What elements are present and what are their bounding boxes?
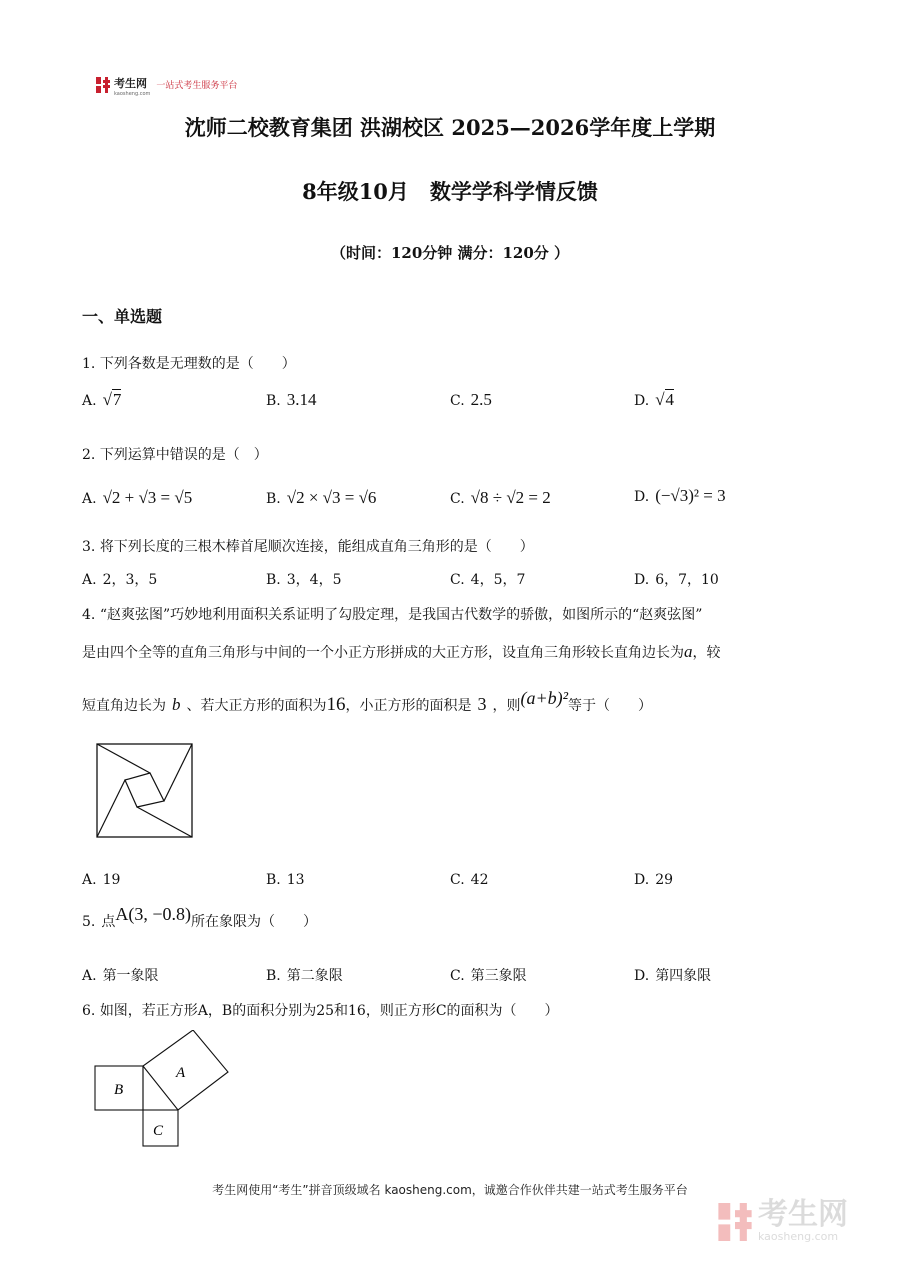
option-b[interactable] (266, 488, 376, 508)
question-number: 5. (82, 914, 96, 930)
option-label: B. (266, 872, 281, 888)
question-number: 2. (82, 447, 96, 463)
option-label: D. (634, 872, 650, 888)
option-label: C. (450, 872, 465, 888)
option-c[interactable] (450, 965, 527, 985)
option-value: 第一象限 (102, 968, 159, 984)
squares-diagram (94, 1030, 230, 1148)
option-value: 42 (470, 872, 489, 888)
option-value: √2 + √3 = √5 (102, 488, 193, 507)
question-text: 是由四个全等的直角三角形与中间的一个小正方形拼成的大正方形，设直角三角形较长直角边长为 (82, 645, 684, 661)
question-text: ，较 (692, 645, 721, 661)
option-value: 第四象限 (655, 968, 712, 984)
question-4-line-3 (82, 688, 653, 716)
option-a[interactable] (82, 872, 120, 888)
question-text: “赵爽弦图”巧妙地利用面积关系证明了勾股定理，是我国古代数学的骄傲，如图所示的“赵爽弦图” (99, 607, 703, 623)
option-d[interactable] (634, 569, 719, 589)
option-label: A. (82, 572, 97, 588)
option-label: B. (266, 572, 281, 588)
option-b[interactable] (266, 965, 343, 985)
option-a[interactable] (82, 488, 192, 508)
question-1 (82, 353, 296, 373)
question-text: 下列运算中错误的是（ ） (99, 447, 268, 463)
question-4-line-1 (82, 604, 702, 624)
option-value: 第二象限 (286, 968, 343, 984)
option-label: A. (82, 968, 97, 984)
option-value: 3.14 (286, 390, 317, 409)
option-label: C. (450, 968, 465, 984)
option-value: 29 (655, 872, 674, 888)
option-d[interactable] (634, 872, 673, 888)
option-label: D. (634, 968, 650, 984)
option-c[interactable] (450, 390, 492, 410)
label-a: A (176, 1065, 186, 1081)
option-label: D. (634, 489, 650, 505)
option-label: B. (266, 968, 281, 984)
option-label: A. (82, 393, 97, 409)
option-b[interactable] (266, 872, 305, 888)
option-value: 2，3，5 (102, 572, 158, 588)
question-text: ，小正方形的面积是 (345, 698, 472, 714)
question-text: 、若大正方形的面积为 (186, 698, 327, 714)
option-label: B. (266, 491, 281, 507)
question-5 (82, 904, 317, 931)
option-c[interactable] (450, 569, 525, 589)
exam-meta: （时间：120分钟 满分：120分 ） (330, 244, 570, 262)
option-label: A. (82, 872, 97, 888)
exam-subtitle: 8年级10月 数学学科学情反馈 (302, 179, 598, 204)
question-text: 等于（ ） (568, 698, 653, 714)
option-label: B. (266, 393, 281, 409)
question-text: ，则 (492, 698, 521, 714)
option-value: (−√3)² = 3 (655, 486, 726, 505)
exam-title: 沈师二校教育集团 洪湖校区 2025—2026学年度上学期 (184, 115, 716, 140)
question-text: 下列各数是无理数的是（ ） (99, 356, 296, 372)
watermark-domain: kaosheng.com (758, 1230, 839, 1243)
option-a[interactable] (82, 965, 159, 985)
question-number: 1. (82, 356, 96, 372)
small-square-area: 3 (477, 694, 487, 714)
site-logo (96, 72, 237, 97)
option-label: C. (450, 491, 465, 507)
option-d[interactable] (634, 965, 711, 985)
option-value: 13 (286, 872, 305, 888)
label-b: B (114, 1082, 124, 1098)
option-b[interactable] (266, 390, 317, 410)
logo-icon (96, 77, 110, 93)
variable-a: a (684, 642, 693, 661)
watermark-name: 考生网 (758, 1197, 848, 1232)
option-label: D. (634, 572, 650, 588)
option-c[interactable] (450, 488, 551, 508)
question-text: 所在象限为（ ） (191, 914, 317, 930)
option-label: A. (82, 491, 97, 507)
expression: (a+b)² (520, 688, 569, 708)
option-a[interactable] (82, 390, 121, 410)
option-value: 3，4，5 (286, 572, 342, 588)
option-c[interactable] (450, 872, 489, 888)
question-3 (82, 536, 534, 556)
question-number: 3. (82, 539, 96, 555)
watermark-logo-icon (718, 1203, 752, 1241)
option-value: 4，5，7 (470, 572, 526, 588)
logo-name: 考生网 (114, 77, 147, 90)
option-d[interactable] (634, 390, 674, 410)
option-value: 6，7，10 (655, 572, 719, 588)
question-text: 将下列长度的三根木棒首尾顺次连接，能组成直角三角形的是（ ） (99, 539, 534, 555)
logo-slogan: 一站式考生服务平台 (156, 81, 238, 91)
question-text: 如图，若正方形A，B的面积分别为25和16，则正方形C的面积为（ ） (99, 1003, 559, 1019)
section-heading: 一、单选题 (82, 307, 163, 326)
option-value: √7 (102, 390, 122, 409)
question-text: 点 (101, 914, 116, 930)
label-c: C (153, 1123, 164, 1139)
footer-text: 考生网使用“考生”拼音顶级域名 kaosheng.com，诚邀合作伙伴共建一站式考生服务平台 (212, 1183, 688, 1197)
option-label: D. (634, 393, 650, 409)
question-6 (82, 1000, 559, 1020)
option-value: √8 ÷ √2 = 2 (470, 488, 551, 507)
option-value: √4 (655, 390, 675, 409)
variable-b: b (172, 695, 181, 714)
option-value: 19 (102, 872, 121, 888)
option-label: C. (450, 572, 465, 588)
option-d[interactable] (634, 486, 726, 506)
watermark (718, 1197, 848, 1243)
question-4-line-2 (82, 642, 721, 662)
option-value: 2.5 (470, 390, 492, 409)
option-a[interactable] (82, 569, 157, 589)
logo-wordmark (114, 72, 150, 97)
option-value: 第三象限 (470, 968, 527, 984)
big-square-area: 16 (326, 694, 346, 715)
question-2 (82, 444, 268, 464)
point-a: A(3, −0.8) (115, 904, 191, 924)
zhao-shuang-diagram (96, 743, 194, 839)
question-number: 6. (82, 1003, 96, 1019)
option-label: C. (450, 393, 465, 409)
option-value: √2 × √3 = √6 (286, 488, 377, 507)
question-text: 短直角边长为 (82, 698, 166, 714)
logo-domain: kaosheng.com (114, 91, 151, 97)
question-number: 4. (82, 607, 96, 623)
option-b[interactable] (266, 569, 341, 589)
